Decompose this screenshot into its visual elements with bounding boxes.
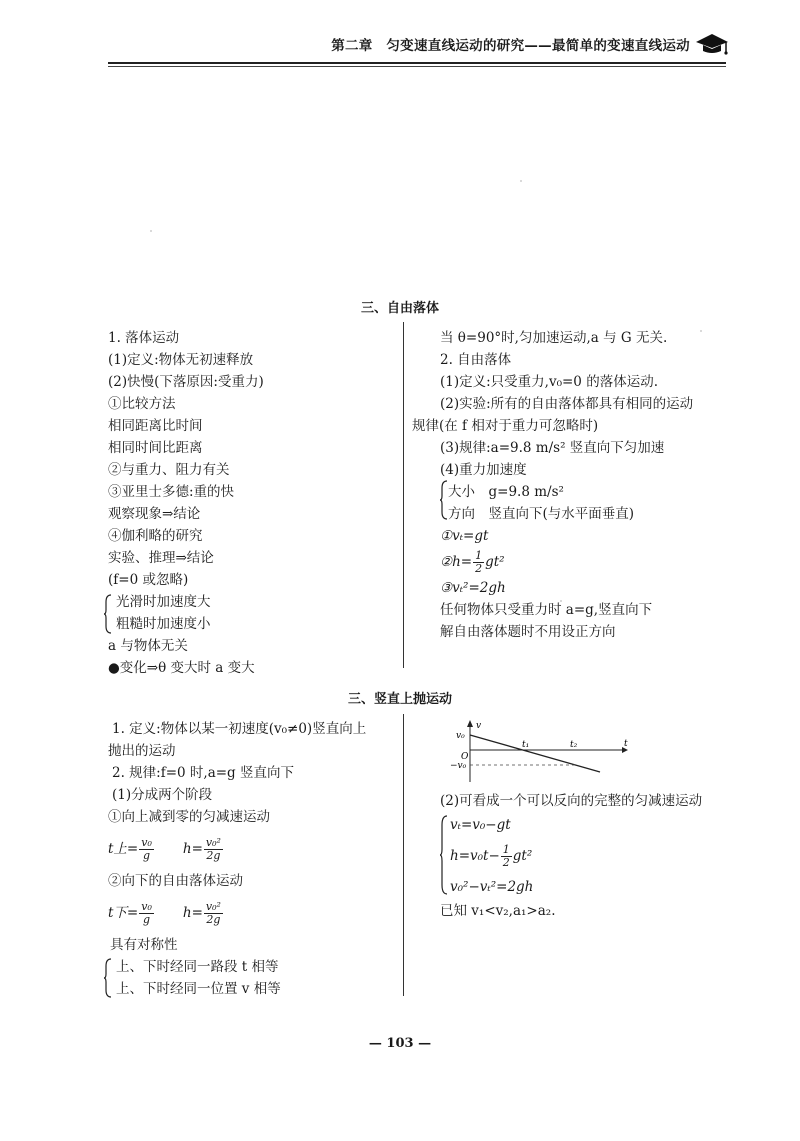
t-axis-label: t — [624, 739, 628, 749]
vertical-throw-right-column — [412, 790, 702, 922]
text-line: ④伽利略的研究 — [108, 528, 203, 544]
text-line: 规律(在 f 相对于重力可忽略时) — [412, 418, 599, 434]
brace-icon — [440, 815, 448, 895]
formula-text: h= — [182, 905, 203, 921]
fraction-denominator: 2 — [475, 562, 483, 575]
text-line: 任何物体只受重力时 a=g,竖直向下 — [440, 602, 653, 618]
formula-text: t下= — [108, 905, 139, 921]
scan-speck — [700, 330, 702, 332]
velocity-line — [470, 735, 600, 772]
fraction-numerator: v₀² — [205, 836, 221, 849]
formula-line: v₀²−vₜ²=2gh — [450, 879, 534, 895]
text-line: 光滑时加速度大 — [116, 594, 211, 610]
formula-text: t上= — [108, 841, 139, 857]
negative-v0-label: −v₀ — [450, 761, 467, 771]
text-line: 上、下时经同一路段 t 相等 — [116, 959, 279, 975]
brace-icon — [104, 594, 112, 634]
column-divider — [403, 322, 404, 668]
formula-line — [108, 892, 366, 934]
formula-text: gt² — [512, 848, 533, 864]
formula-line — [412, 838, 702, 874]
text-line: 抛出的运动 — [108, 743, 176, 759]
formula-line: ①vₜ=gt — [440, 528, 489, 544]
text-line: 2. 自由落体 — [440, 352, 512, 368]
text-line: ②向下的自由落体运动 — [108, 873, 243, 889]
text-line: ②与重力、阻力有关 — [108, 462, 230, 478]
text-line: (1)定义:物体无初速释放 — [108, 352, 254, 368]
text-line: (1)定义:只受重力,v₀=0 的落体运动. — [440, 374, 658, 390]
v0-label: v₀ — [456, 731, 465, 741]
text-line: 相同时间比距离 — [108, 440, 203, 456]
fraction-denominator: 2g — [206, 849, 221, 862]
fraction-denominator: g — [143, 913, 151, 926]
text-line: ①比较方法 — [108, 396, 176, 412]
formula-line: ③vₜ²=2gh — [440, 580, 506, 596]
formula-text: gt² — [485, 554, 505, 570]
section-title-free-fall: 三、自由落体 — [360, 301, 439, 316]
text-line: 大小 g=9.8 m/s² — [448, 484, 564, 500]
formula-text: h= — [182, 841, 203, 857]
text-line: (2)快慢(下落原因:受重力) — [108, 374, 264, 390]
origin-label: O — [461, 752, 469, 762]
text-line: 观察现象⇒结论 — [108, 506, 201, 522]
text-line: 当 θ=90°时,匀加速运动,a 与 G 无关. — [440, 330, 668, 346]
text-line: 具有对称性 — [110, 937, 178, 953]
text-line: ③亚里士多德:重的快 — [108, 484, 235, 500]
scan-speck — [150, 230, 152, 232]
free-fall-right-column — [412, 327, 693, 643]
header-rule-thin — [108, 66, 726, 67]
fraction — [204, 837, 223, 862]
text-line: ●变化⇒θ 变大时 a 变大 — [108, 660, 255, 676]
t1-label: t₁ — [522, 740, 530, 750]
scan-speck — [520, 180, 522, 182]
brace-icon — [440, 480, 448, 520]
text-line: 上、下时经同一位置 v 相等 — [116, 981, 281, 997]
text-line: (2)可看成一个可以反向的完整的匀减速运动 — [440, 793, 703, 809]
fraction-denominator: g — [143, 849, 151, 862]
text-line: ①向上减到零的匀减速运动 — [108, 809, 270, 825]
text-line: 粗糙时加速度小 — [116, 616, 211, 632]
fraction — [473, 550, 484, 575]
graduation-cap-icon — [694, 30, 730, 56]
chapter-header: 第二章 匀变速直线运动的研究——最简单的变速直线运动 — [331, 38, 690, 54]
text-line: 1. 定义:物体以某一初速度(v₀≠0)竖直向上 — [112, 721, 367, 737]
text-line: 相同距离比时间 — [108, 418, 203, 434]
fraction — [139, 837, 154, 862]
v-axis-arrow-icon — [467, 720, 473, 727]
formula-line — [108, 828, 366, 870]
text-line: 解自由落体题时不用设正方向 — [440, 624, 616, 640]
formula-text: h=v₀t− — [450, 848, 500, 864]
fraction — [139, 901, 154, 926]
text-line: 已知 v₁<v₂,a₁>a₂. — [440, 903, 556, 919]
text-line: 实验、推理⇒结论 — [108, 550, 214, 566]
fraction-denominator: 2 — [502, 856, 510, 869]
formula-line — [412, 547, 693, 577]
fraction-numerator: v₀² — [205, 900, 221, 913]
fraction-numerator: 1 — [502, 843, 510, 856]
text-line: (3)规律:a=9.8 m/s² 竖直向下匀加速 — [440, 440, 665, 456]
t2-label: t₂ — [570, 740, 578, 750]
text-line: (4)重力加速度 — [440, 462, 527, 478]
page-number: — 103 — — [368, 1036, 432, 1051]
free-fall-left-column — [108, 327, 264, 679]
formula-text: ②h= — [440, 554, 473, 570]
text-line: (1)分成两个阶段 — [112, 787, 213, 803]
fraction-denominator: 2g — [206, 913, 221, 926]
header-rule — [108, 62, 726, 64]
v-axis-label: v — [476, 721, 482, 731]
fraction-numerator: v₀ — [141, 836, 152, 849]
fraction — [501, 844, 512, 869]
velocity-time-graph — [448, 720, 628, 784]
vertical-throw-left-column — [108, 718, 366, 1000]
fraction-numerator: v₀ — [141, 900, 152, 913]
text-line: 方向 竖直向下(与水平面垂直) — [448, 506, 635, 522]
text-line: (f=0 或忽略) — [108, 572, 189, 588]
brace-icon — [104, 958, 112, 998]
section-title-vertical-throw: 三、竖直上抛运动 — [347, 692, 452, 707]
column-divider — [403, 714, 404, 996]
fraction-numerator: 1 — [475, 549, 483, 562]
fraction — [204, 901, 223, 926]
text-line: 2. 规律:f=0 时,a=g 竖直向下 — [112, 765, 294, 781]
formula-line: vₜ=v₀−gt — [450, 817, 511, 833]
text-line: a 与物体无关 — [108, 638, 188, 654]
text-line: (2)实验:所有的自由落体都具有相同的运动 — [440, 396, 694, 412]
text-line: 1. 落体运动 — [108, 330, 180, 346]
